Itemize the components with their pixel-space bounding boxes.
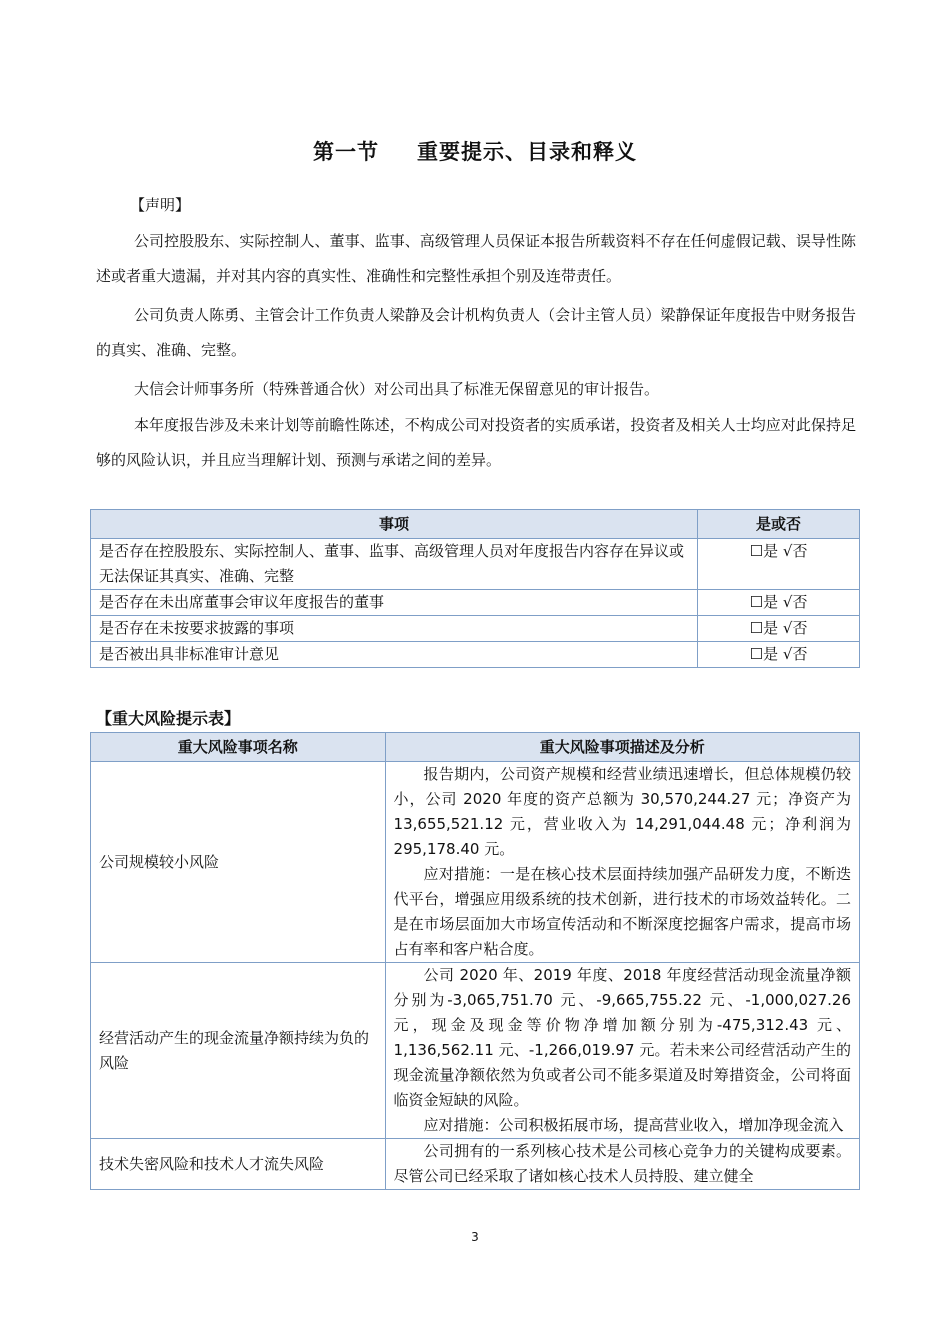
risk-desc-paragraph: 公司拥有的一系列核心技术是公司核心竞争力的关键构成要素。尽管公司已经采取了诸如核心技术人员持股、建立健全 — [393, 1142, 851, 1185]
check-item: 是否存在未出席董事会审议年度报告的董事 — [91, 590, 698, 616]
risk-desc — [385, 963, 859, 1139]
paragraph-3: 大信会计师事务所（特殊普通合伙）对公司出具了标准无保留意见的审计报告。 — [134, 380, 660, 398]
table-row — [91, 539, 860, 590]
statement-label: 【声明】 — [130, 196, 191, 214]
check-header-item: 事项 — [91, 510, 698, 539]
table-row — [91, 590, 860, 616]
check-answer: ☐是 √否 — [698, 642, 860, 668]
section-title-text: 重要提示、目录和释义 — [417, 140, 637, 164]
table-row — [91, 642, 860, 668]
risk-desc-paragraph: 报告期内，公司资产规模和经营业绩迅速增长，但总体规模仍较小，公司 2020 年度的资产总额为 30,570,244.27 元；净资产为 13,655,521.12 元，营业收入为 14,291,044.48 元；净利润为 295,178.40 元。 — [393, 765, 851, 858]
risk-desc-paragraph: 公司 2020 年、2019 年度、2018 年度经营活动现金流量净额分别为-3,065,751.70 元、-9,665,755.22 元、-1,000,027.26 元，现金及现金等价物净增加额分别为-475,312.43 元、1,136,562.11 元、-1,266,019.97 元。若未来公司经营活动产生的现金流量净额依然为负或者公司不能多渠道及时筹措资金，公司将面临资金短缺的风险。 — [393, 966, 851, 1109]
risk-name: 技术失密风险和技术人才流失风险 — [91, 1139, 386, 1190]
risk-header-desc: 重大风险事项描述及分析 — [385, 733, 859, 762]
paragraph-1: 公司控股股东、实际控制人、董事、监事、高级管理人员保证本报告所载资料不存在任何虚假记载、误导性陈述或者重大遗漏，并对其内容的真实性、准确性和完整性承担个别及连带责任。 — [96, 232, 856, 285]
table-row — [91, 762, 860, 963]
check-header-answer: 是或否 — [698, 510, 860, 539]
check-table — [90, 509, 860, 668]
risk-desc — [385, 762, 859, 963]
risk-table — [90, 732, 860, 1190]
section-title — [0, 136, 950, 166]
paragraph-4: 本年度报告涉及未来计划等前瞻性陈述，不构成公司对投资者的实质承诺，投资者及相关人士均应对此保持足够的风险认识，并且应当理解计划、预测与承诺之间的差异。 — [96, 416, 856, 469]
paragraph-2: 公司负责人陈勇、主管会计工作负责人梁静及会计机构负责人（会计主管人员）梁静保证年度报告中财务报告的真实、准确、完整。 — [96, 306, 856, 359]
section-number: 第一节 — [313, 140, 379, 164]
risk-desc-paragraph: 应对措施：一是在核心技术层面持续加强产品研发力度，不断迭代平台，增强应用级系统的技术创新，进行技术的市场效益转化。二是在市场层面加大市场宣传活动和不断深度挖掘客户需求，提高市场占有率和客户粘合度。 — [393, 865, 851, 958]
check-item: 是否存在控股股东、实际控制人、董事、监事、高级管理人员对年度报告内容存在异议或无法保证其真实、准确、完整 — [91, 539, 698, 590]
table-row — [91, 616, 860, 642]
risk-desc-paragraph: 应对措施：公司积极拓展市场，提高营业收入，增加净现金流入 — [423, 1116, 844, 1134]
check-answer: ☐是 √否 — [698, 616, 860, 642]
check-item: 是否被出具非标准审计意见 — [91, 642, 698, 668]
risk-header-name: 重大风险事项名称 — [91, 733, 386, 762]
risk-table-heading: 【重大风险提示表】 — [96, 709, 241, 728]
table-row — [91, 963, 860, 1139]
risk-desc — [385, 1139, 859, 1190]
check-item: 是否存在未按要求披露的事项 — [91, 616, 698, 642]
check-answer: ☐是 √否 — [698, 539, 860, 590]
risk-name: 公司规模较小风险 — [91, 762, 386, 963]
table-row — [91, 1139, 860, 1190]
page-number: 3 — [471, 1230, 479, 1244]
check-answer: ☐是 √否 — [698, 590, 860, 616]
risk-name: 经营活动产生的现金流量净额持续为负的风险 — [91, 963, 386, 1139]
